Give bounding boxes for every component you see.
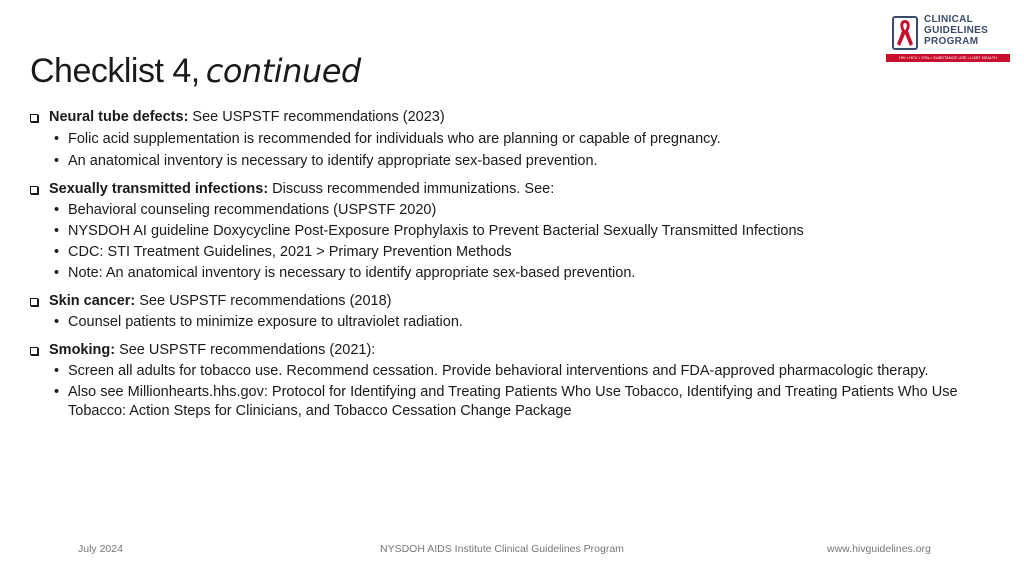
slide-title: [30, 52, 361, 91]
list-item-text: Behavioral counseling recommendations (USPSTF 2020): [68, 202, 437, 218]
title-main: Checklist 4,: [30, 52, 200, 90]
list-item-text: Counsel patients to minimize exposure to ultraviolet radiation.: [68, 314, 463, 330]
footer-org: NYSDOH AIDS Institute Clinical Guidelines Program: [380, 543, 624, 555]
section-sexually-transmitted-infections: [30, 180, 990, 283]
section-heading: Smoking:: [49, 342, 116, 358]
section-heading-line: [30, 292, 990, 311]
list-item-text: An anatomical inventory is necessary to identify appropriate sex-based prevention.: [68, 153, 598, 169]
footer-date: July 2024: [78, 543, 123, 555]
logo-tagline-bar: HIV • HCV • STIs • SUBSTANCE USE • LGBT HEALTH: [886, 54, 1010, 62]
list-item: [54, 313, 990, 332]
list-item: [54, 222, 990, 241]
section-heading-line: [30, 180, 990, 199]
section-skin-cancer: [30, 292, 990, 332]
bullet-list: [54, 201, 990, 283]
section-heading-line: [30, 108, 990, 127]
logo-line-2: GUIDELINES: [924, 25, 989, 36]
section-text: See USPSTF recommendations (2021):: [119, 342, 376, 358]
list-item: [54, 383, 990, 421]
bullet-icon: •: [54, 314, 60, 330]
checkbox-icon: [30, 186, 38, 194]
bullet-icon: •: [54, 244, 60, 260]
section-heading: Neural tube defects:: [49, 109, 189, 125]
bullet-icon: •: [54, 153, 60, 169]
list-item: [54, 264, 990, 283]
title-italic: continued: [205, 52, 361, 90]
bullet-icon: •: [54, 202, 60, 218]
section-neural-tube-defects: [30, 108, 990, 171]
checkbox-icon: [30, 347, 38, 355]
checklist-content: [30, 108, 990, 430]
logo-text: [924, 14, 1010, 47]
bullet-icon: •: [54, 384, 60, 400]
bullet-list: [54, 313, 990, 332]
checkbox-icon: [30, 114, 38, 122]
list-item-text: Also see Millionhearts.hhs.gov: Protocol for Identifying and Treating Patients Who Use Tobacco, Identifying and Treating Patients Who Use Tobacco: Action Steps for Clinicians, and Tobacco Cessation Change Package: [68, 384, 958, 419]
bullet-icon: •: [54, 363, 60, 379]
bullet-list: [54, 130, 990, 171]
section-heading: Skin cancer:: [49, 293, 136, 309]
list-item-text: Folic acid supplementation is recommended for individuals who are planning or capable of pregnancy.: [68, 131, 721, 147]
list-item: [54, 130, 990, 149]
list-item: [54, 152, 990, 171]
logo-line-3: PROGRAM: [924, 36, 979, 47]
logo-line-1: CLINICAL: [924, 14, 974, 25]
list-item-text: Note: An anatomical inventory is necessary to identify appropriate sex-based prevention.: [68, 265, 636, 281]
list-item-text: Screen all adults for tobacco use. Recommend cessation. Provide behavioral interventions and FDA-approved pharmacologic therapy.: [68, 363, 929, 379]
list-item-text: NYSDOH AI guideline Doxycycline Post-Exposure Prophylaxis to Prevent Bacterial Sexually Transmitted Infections: [68, 223, 804, 239]
clinical-guidelines-logo: [886, 14, 1010, 64]
list-item: [54, 362, 990, 381]
bullet-icon: •: [54, 223, 60, 239]
section-text: See USPSTF recommendations (2018): [139, 293, 392, 309]
list-item-text: CDC: STI Treatment Guidelines, 2021 > Primary Prevention Methods: [68, 244, 512, 260]
red-ribbon-icon: [895, 18, 915, 48]
section-heading: Sexually transmitted infections:: [49, 181, 269, 197]
bullet-icon: •: [54, 131, 60, 147]
checkbox-icon: [30, 298, 38, 306]
list-item: [54, 243, 990, 262]
footer-url: www.hivguidelines.org: [827, 543, 931, 555]
bullet-list: [54, 362, 990, 421]
section-text: Discuss recommended immunizations. See:: [272, 181, 555, 197]
list-item: [54, 201, 990, 220]
section-text: See USPSTF recommendations (2023): [192, 109, 445, 125]
section-heading-line: [30, 341, 990, 360]
section-smoking: [30, 341, 990, 421]
bullet-icon: •: [54, 265, 60, 281]
